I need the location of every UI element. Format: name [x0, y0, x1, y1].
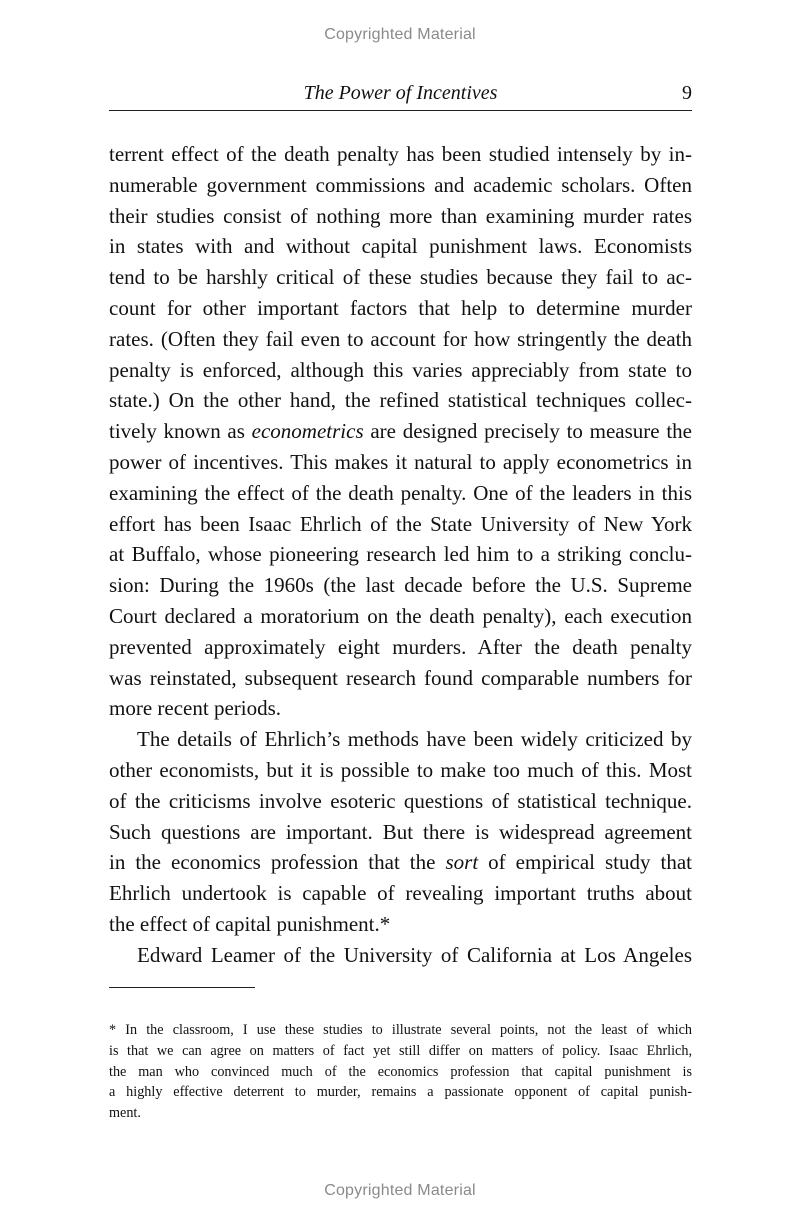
footnote [109, 1020, 692, 1124]
body-line: their studies consist of nothing more than examining murder rates [109, 203, 692, 228]
body-line: terrent effect of the death penalty has been studied intensely by in- [109, 142, 692, 166]
body-text-run: of empirical study that [478, 850, 692, 875]
body-line: Court declared a moratorium on the death penalty), each execution [109, 603, 692, 628]
body-line: was reinstated, subsequent research found comparable numbers for [109, 665, 692, 690]
body-line: Such questions are important. But there is widespread agreement [109, 819, 692, 844]
body-line: tend to be harshly critical of these studies because they fail to ac- [109, 265, 692, 290]
body-line: rates. (Often they fail even to account for how stringently the death [109, 326, 692, 351]
running-title: The Power of Incentives [303, 82, 498, 104]
body-line: power of incentives. This makes it natural to apply econometrics in [109, 449, 692, 474]
body-text-run: in the economics profession that the [109, 850, 446, 875]
body-line: Ehrlich undertook is capable of revealing important truths about [109, 881, 692, 906]
body-line: examining the effect of the death penalty. One of the leaders in this [109, 480, 692, 505]
emphasis-econometrics: econometrics [251, 419, 364, 444]
body-line: state.) On the other hand, the refined statistical techniques collec- [109, 388, 692, 413]
body-line: The details of Ehrlich’s methods have been widely criticized by [137, 727, 692, 752]
body-line [109, 847, 692, 878]
body-line: other economists, but it is possible to make too much of this. Most [109, 757, 692, 782]
body-line: the effect of capital punishment.* [109, 911, 391, 936]
page-number: 9 [682, 82, 692, 104]
footnote-line: * In the classroom, I use these studies to illustrate several points, not the least of which [109, 1022, 692, 1038]
footnote-rule [109, 987, 255, 988]
body-line: count for other important factors that help to determine murder [109, 295, 692, 320]
body-line: penalty is enforced, although this varies appreciably from state to [109, 357, 692, 382]
copyright-watermark-bottom: Copyrighted Material [324, 1182, 476, 1199]
running-header [109, 80, 692, 111]
body-text [109, 139, 692, 971]
footnote-line: is that we can agree on matters of fact yet still differ on matters of policy. Isaac Ehrlich, [109, 1042, 692, 1059]
body-line: in states with and without capital punishment laws. Economists [109, 234, 692, 259]
copyright-watermark-top: Copyrighted Material [324, 26, 476, 43]
body-line: prevented approximately eight murders. After the death penalty [109, 634, 692, 659]
body-text-run: are designed precisely to measure the [363, 419, 692, 444]
body-line: numerable government commissions and academic scholars. Often [109, 172, 692, 197]
body-line: more recent periods. [109, 696, 282, 721]
footnote-line: ment. [109, 1105, 141, 1122]
emphasis-sort: sort [445, 850, 479, 875]
footnote-line: a highly effective deterrent to murder, remains a passionate opponent of capital punish- [109, 1084, 692, 1101]
body-line: at Buffalo, whose pioneering research led him to a striking conclu- [109, 542, 692, 567]
body-line: sion: During the 1960s (the last decade before the U.S. Supreme [109, 573, 692, 598]
body-text-run: tively known as [109, 419, 252, 444]
body-line [109, 416, 692, 447]
body-line: of the criticisms involve esoteric questions of statistical technique. [109, 788, 692, 813]
footnote-line: the man who convinced much of the economics profession that capital punishment is [109, 1063, 692, 1080]
body-line: Edward Leamer of the University of California at Los Angeles [137, 942, 692, 967]
body-line: effort has been Isaac Ehrlich of the State University of New York [109, 511, 692, 536]
